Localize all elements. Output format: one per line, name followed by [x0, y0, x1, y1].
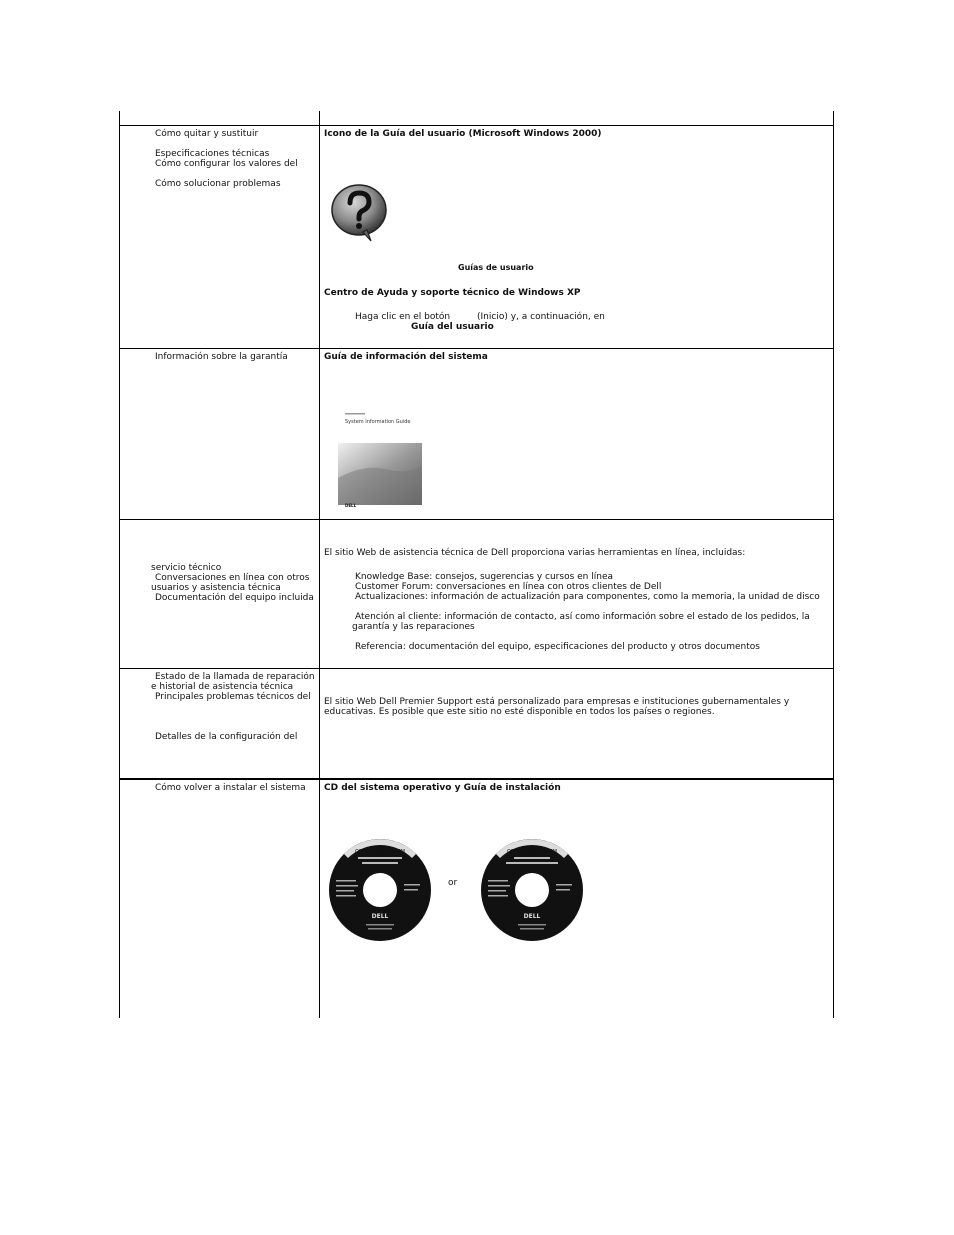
support-bullet: garantía y las reparaciones: [352, 622, 475, 632]
section-subheading: Centro de Ayuda y soporte técnico de Windows XP: [324, 288, 581, 298]
table-border-left: [119, 111, 120, 1018]
support-bullet: Referencia: documentación del equipo, especificaciones del producto y otros documentos: [355, 642, 760, 652]
book-title: System Information Guide: [345, 419, 411, 425]
table-column-divider: [319, 111, 320, 1018]
left-item: usuarios y asistencia técnica: [151, 583, 281, 593]
instruction-text: (Inicio) y, a continuación, en: [477, 312, 605, 322]
cd-header: OPERATING SYSTEM: [354, 849, 406, 855]
book-logo: DELL: [345, 503, 357, 508]
or-label: or: [448, 878, 458, 888]
operating-system-cd-image: [328, 838, 432, 942]
row-divider: [119, 778, 834, 780]
support-bullet: Knowledge Base: consejos, sugerencias y cursos en línea: [355, 572, 613, 582]
left-item: Conversaciones en línea con otros: [155, 573, 310, 583]
left-item: Principales problemas técnicos del: [155, 692, 311, 702]
left-item: Información sobre la garantía: [155, 352, 288, 362]
section-heading: CD del sistema operativo y Guía de instalación: [324, 783, 561, 793]
operating-system-cd-image-alt: [480, 838, 584, 942]
left-item: Cómo quitar y sustituir: [155, 129, 259, 139]
cd-header: OPERATING SYSTEM: [506, 849, 558, 855]
help-question-icon: [329, 183, 391, 243]
left-item: Documentación del equipo incluida: [155, 593, 314, 603]
left-item: Especificaciones técnicas: [155, 149, 270, 159]
support-bullet: Atención al cliente: información de contacto, así como información sobre el estado de los pedidos, la: [355, 612, 810, 622]
instruction-text: Haga clic en el botón: [355, 312, 451, 322]
content-table: [119, 111, 834, 1018]
premier-support-text: educativas. Es posible que este sitio no esté disponible en todos los países o regiones.: [324, 707, 715, 717]
left-item: servicio técnico: [151, 563, 222, 573]
left-item: Estado de la llamada de reparación: [155, 672, 315, 682]
support-bullet: Customer Forum: conversaciones en línea con otros clientes de Dell: [355, 582, 662, 592]
left-item: Detalles de la configuración del: [155, 732, 298, 742]
section-heading: Icono de la Guía del usuario (Microsoft Windows 2000): [324, 129, 602, 139]
cd-logo: DELL: [371, 913, 389, 920]
left-item: Cómo configurar los valores del: [155, 159, 298, 169]
row-divider: [119, 668, 834, 669]
support-bullet: Actualizaciones: información de actualización para componentes, como la memoria, la unidad de disco: [355, 592, 820, 602]
section-heading: Guía de información del sistema: [324, 352, 488, 362]
left-item: Cómo volver a instalar el sistema: [155, 783, 306, 793]
cd-logo: DELL: [523, 913, 541, 920]
icon-caption: Guías de usuario: [458, 263, 534, 272]
row-divider: [119, 125, 834, 126]
system-information-guide-cover: [335, 408, 423, 510]
left-item: e historial de asistencia técnica: [151, 682, 294, 692]
table-border-right: [833, 111, 834, 1018]
premier-support-text: El sitio Web Dell Premier Support está personalizado para empresas e instituciones gubernamentales y: [324, 697, 790, 707]
support-intro: El sitio Web de asistencia técnica de Dell proporciona varias herramientas en línea, incluidas:: [324, 548, 746, 558]
row-divider: [119, 348, 834, 349]
row-divider: [119, 519, 834, 520]
left-item: Cómo solucionar problemas: [155, 179, 281, 189]
instruction-bold: Guía del usuario: [411, 322, 494, 332]
